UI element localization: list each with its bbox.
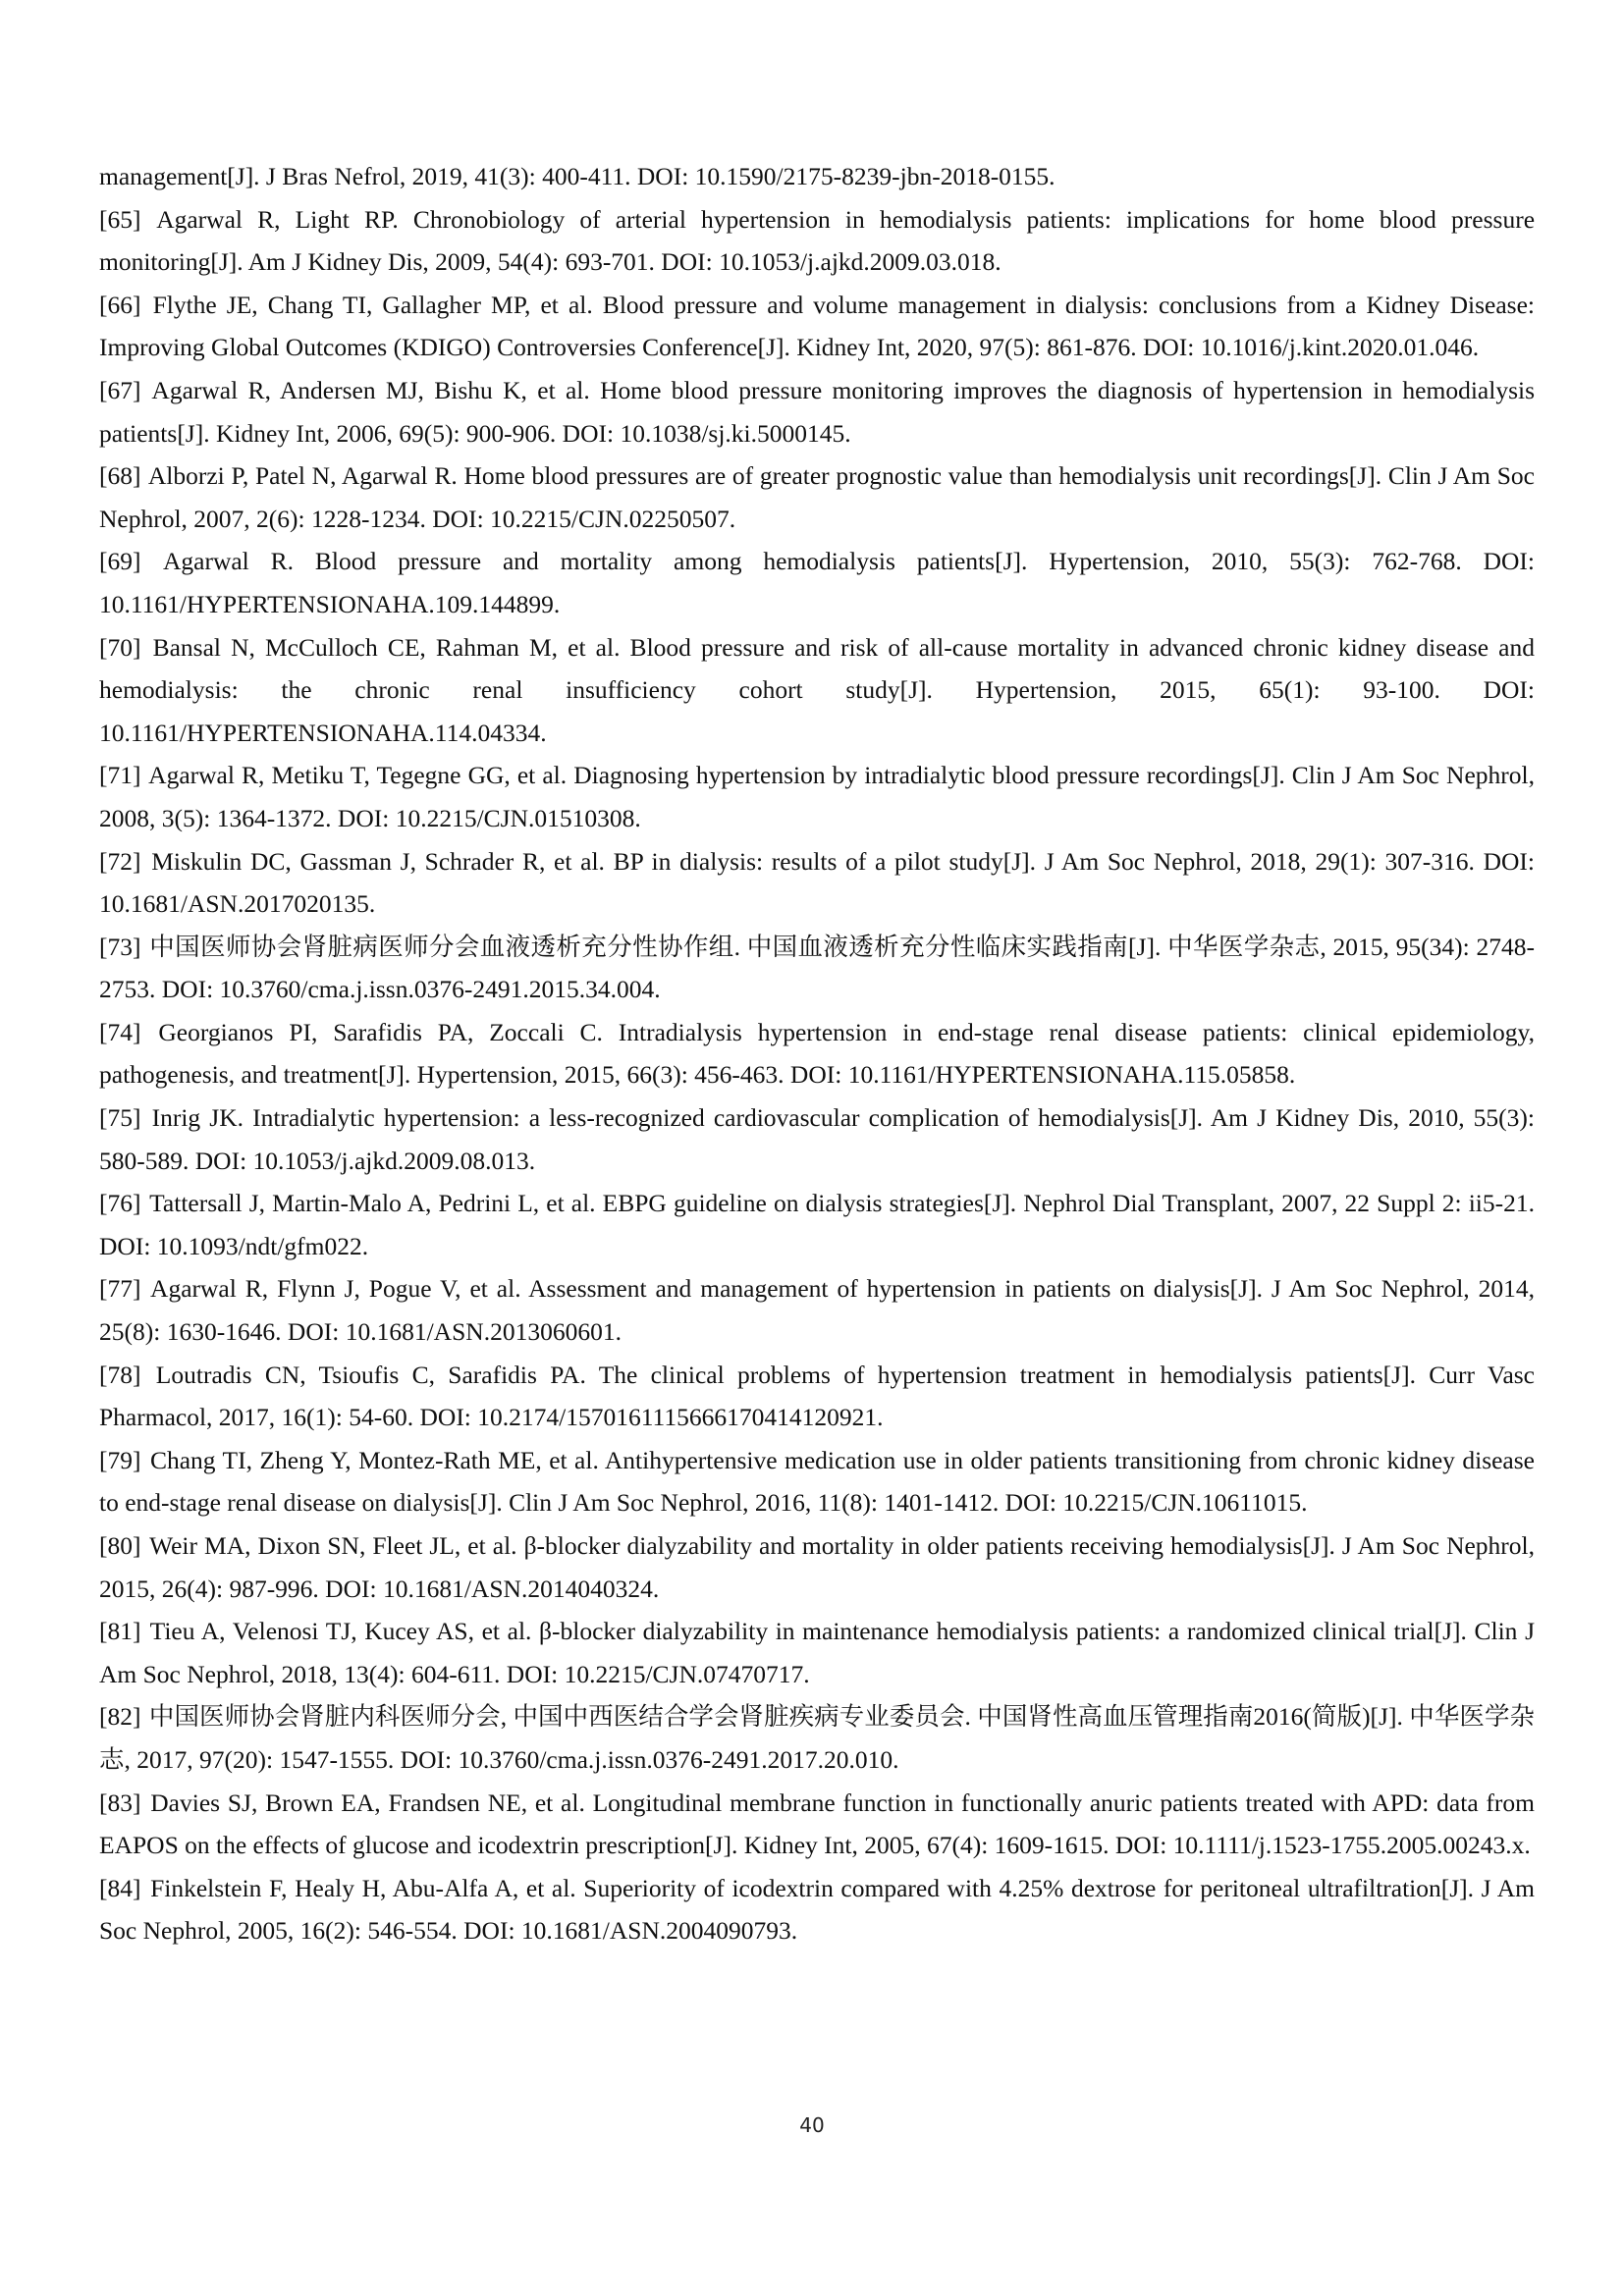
reference-number: [71]	[99, 761, 141, 790]
reference-number: [84]	[99, 1873, 141, 1902]
reference-text: Finkelstein F, Healy H, Abu-Alfa A, et al. Superiority of icodextrin compared with 4.25% dextrose for peritoneal ultrafiltration[J]. J Am Soc Nephrol, 2005, 16(2): 546-554. DOI: 10.1681/ASN.2004090793.	[99, 1873, 1536, 1946]
reference-number: [83]	[99, 1788, 141, 1817]
reference-text: Agarwal R, Metiku T, Tegegne GG, et al. Diagnosing hypertension by intradialytic blood pressure recordings[J]. Clin J Am Soc Nephrol, 2008, 3(5): 1364-1372. DOI: 10.2215/CJN.01510308.	[99, 761, 1535, 832]
reference-text: Agarwal R, Light RP. Chronobiology of arterial hypertension in hemodialysis patients: implications for home blood pressure monitoring[J]. Am J Kidney Dis, 2009, 54(4): 693-701. DOI: 10.1053/j.ajkd.2009.03.018.	[99, 204, 1536, 277]
reference-entry	[99, 284, 1535, 369]
reference-number: [72]	[99, 846, 141, 876]
reference-number: [66]	[99, 290, 141, 319]
reference-text: Loutradis CN, Tsioufis C, Sarafidis PA. The clinical problems of hypertension treatment in hemodialysis patients[J]. Curr Vasc Pharmacol, 2017, 16(1): 54-60. DOI: 10.2174/1570161115666170414120921.	[99, 1360, 1536, 1432]
reference-entry	[99, 369, 1535, 454]
reference-number: [73]	[99, 932, 141, 961]
reference-entry	[99, 1096, 1535, 1182]
reference-text: management[J]. J Bras Nefrol, 2019, 41(3): 400-411. DOI: 10.1590/2175-8239-jbn-2018-0155.	[99, 162, 1056, 190]
reference-entry	[99, 1782, 1535, 1867]
reference-number: [68]	[99, 461, 141, 491]
reference-entry	[99, 1439, 1535, 1524]
reference-number: [70]	[99, 632, 141, 662]
reference-entry	[99, 1011, 1535, 1096]
reference-entry	[99, 1610, 1535, 1695]
reference-entry	[99, 1354, 1535, 1439]
reference-text: Agarwal R, Flynn J, Pogue V, et al. Assessment and management of hypertension in patients on dialysis[J]. J Am Soc Nephrol, 2014, 25(8): 1630-1646. DOI: 10.1681/ASN.2013060601.	[99, 1274, 1536, 1347]
reference-number: [81]	[99, 1617, 141, 1646]
reference-entry	[99, 926, 1535, 1011]
reference-number: [74]	[99, 1017, 141, 1046]
reference-entry	[99, 1182, 1535, 1267]
reference-text: Agarwal R, Andersen MJ, Bishu K, et al. Home blood pressure monitoring improves the diagnosis of hypertension in hemodialysis patients[J]. Kidney Int, 2006, 69(5): 900-906. DOI: 10.1038/sj.ki.5000145.	[99, 375, 1536, 448]
reference-text: Davies SJ, Brown EA, Frandsen NE, et al. Longitudinal membrane function in functionally anuric patients treated with APD: data from EAPOS on the effects of glucose and icodextrin prescription[J]. Kidney Int, 2005, 67(4): 1609-1615. DOI: 10.1111/j.1523-1755.2005.00243.x.	[99, 1788, 1535, 1860]
reference-list	[99, 155, 1535, 1952]
reference-number: [75]	[99, 1103, 141, 1133]
reference-text: Weir MA, Dixon SN, Fleet JL, et al. β-blocker dialyzability and mortality in older patients receiving hemodialysis[J]. J Am Soc Nephrol, 2015, 26(4): 987-996. DOI: 10.1681/ASN.2014040324.	[99, 1531, 1535, 1603]
reference-text: Georgianos PI, Sarafidis PA, Zoccali C. Intradialysis hypertension in end-stage renal disease patients: clinical epidemiology, pathogenesis, and treatment[J]. Hypertension, 2015, 66(3): 456-463. DOI: 10.1161/HYPERTENSIONAHA.115.05858.	[99, 1017, 1535, 1090]
reference-entry	[99, 198, 1535, 284]
reference-number: [82]	[99, 1702, 141, 1732]
reference-text: Miskulin DC, Gassman J, Schrader R, et al. BP in dialysis: results of a pilot study[J]. J Am Soc Nephrol, 2018, 29(1): 307-316. DOI: 10.1681/ASN.2017020135.	[99, 846, 1535, 919]
reference-text: Alborzi P, Patel N, Agarwal R. Home blood pressures are of greater prognostic value than hemodialysis unit recordings[J]. Clin J Am Soc Nephrol, 2007, 2(6): 1228-1234. DOI: 10.2215/CJN.02250507.	[99, 461, 1535, 533]
reference-entry	[99, 626, 1535, 755]
reference-text: 中国医师协会肾脏内科医师分会, 中国中西医结合学会肾脏疾病专业委员会. 中国肾性高血压管理指南2016(简版)[J]. 中华医学杂志, 2017, 97(20): 1547-1555. DOI: 10.3760/cma.j.issn.0376-2491.2017.20.010.	[99, 1702, 1535, 1774]
reference-number: [78]	[99, 1360, 141, 1389]
reference-text: Tattersall J, Martin-Malo A, Pedrini L, et al. EBPG guideline on dialysis strategies[J]. Nephrol Dial Transplant, 2007, 22 Suppl 2: ii5-21. DOI: 10.1093/ndt/gfm022.	[99, 1189, 1536, 1260]
reference-text: Inrig JK. Intradialytic hypertension: a less-recognized cardiovascular complication of hemodialysis[J]. Am J Kidney Dis, 2010, 55(3): 580-589. DOI: 10.1053/j.ajkd.2009.08.013.	[99, 1103, 1536, 1175]
reference-entry	[99, 155, 1535, 198]
reference-entry	[99, 540, 1535, 625]
reference-number: [67]	[99, 375, 141, 404]
reference-number: [76]	[99, 1189, 141, 1218]
reference-entry	[99, 454, 1535, 540]
reference-text: Chang TI, Zheng Y, Montez-Rath ME, et al. Antihypertensive medication use in older patients transitioning from chronic kidney disease to end-stage renal disease on dialysis[J]. Clin J Am Soc Nephrol, 2016, 11(8): 1401-1412. DOI: 10.2215/CJN.10611015.	[99, 1445, 1535, 1518]
reference-entry	[99, 1695, 1535, 1781]
reference-entry	[99, 1267, 1535, 1353]
reference-entry	[99, 754, 1535, 839]
reference-text: Tieu A, Velenosi TJ, Kucey AS, et al. β-blocker dialyzability in maintenance hemodialysis patients: a randomized clinical trial[J]. Clin J Am Soc Nephrol, 2018, 13(4): 604-611. DOI: 10.2215/CJN.07470717.	[99, 1617, 1535, 1688]
reference-text: Flythe JE, Chang TI, Gallagher MP, et al. Blood pressure and volume management in dialysis: conclusions from a Kidney Disease: Improving Global Outcomes (KDIGO) Controversies Conference[J]. Kidney Int, 2020, 97(5): 861-876. DOI: 10.1016/j.kint.2020.01.046.	[99, 290, 1536, 362]
reference-number: [69]	[99, 547, 141, 576]
reference-text: 中国医师协会肾脏病医师分会血液透析充分性协作组. 中国血液透析充分性临床实践指南[J]. 中华医学杂志, 2015, 95(34): 2748-2753. DOI: 10.3760/cma.j.issn.0376-2491.2015.34.004.	[99, 932, 1535, 1004]
reference-entry	[99, 840, 1535, 926]
reference-number: [65]	[99, 204, 141, 234]
reference-text: Agarwal R. Blood pressure and mortality among hemodialysis patients[J]. Hypertension, 2010, 55(3): 762-768. DOI: 10.1161/HYPERTENSIONAHA.109.144899.	[99, 547, 1536, 618]
reference-text: Bansal N, McCulloch CE, Rahman M, et al. Blood pressure and risk of all-cause mortality in advanced chronic kidney disease and hemodialysis: the chronic renal insufficiency cohort study[J]. Hypertension, 2015, 65(1): 93-100. DOI: 10.1161/HYPERTENSIONAHA.114.04334.	[99, 632, 1535, 747]
reference-number: [80]	[99, 1531, 141, 1560]
reference-entry	[99, 1524, 1535, 1610]
reference-entry	[99, 1867, 1535, 1952]
reference-number: [79]	[99, 1445, 141, 1474]
reference-number: [77]	[99, 1274, 141, 1304]
page-number: 40	[799, 2113, 825, 2137]
